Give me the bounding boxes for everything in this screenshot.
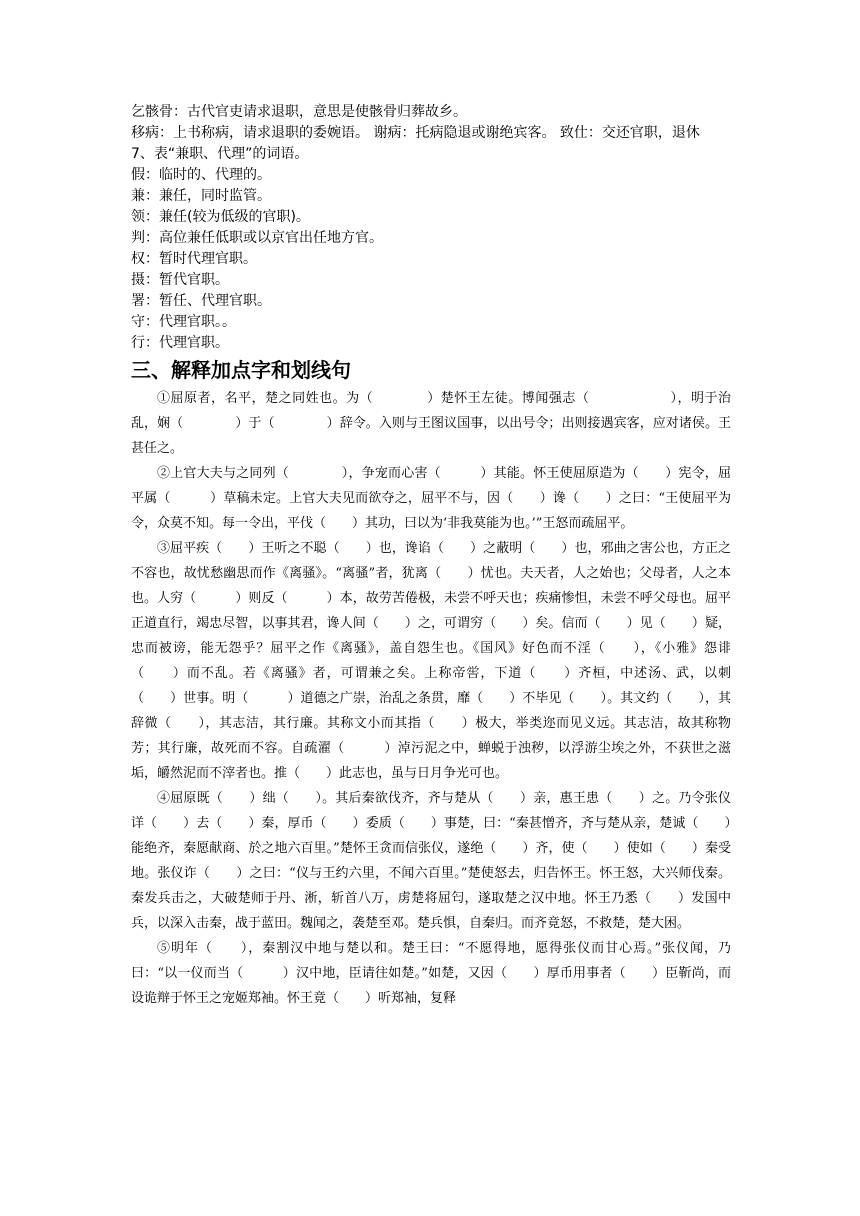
para-text: ③屈平疾（ ）王听之不聪（ ）也，谗谄（ ）之蔽明（ ）也，邪曲之害公也，方正之不容也，故忧愁幽思而作《离骚》。“离骚”者，犹离（ ）忧也。夫天者，人之始也；父母者，人之本也。人穷（ ）则反（ ）本，故劳苦倦极，未尝不呼天也；疾痛惨怛，未尝不呼父母也。屈平正道直行，竭忠尽智，以事其君，谗人间（ ）之，可谓穷（ ）矣。信而（ ）见（ ）疑，忠而被谤，能无怨乎？屈平之作《离骚》，盖自怨生也。《国风》好色而不淫（ ），《小雅》怨诽（ ）而不乱。若《离骚》者，可谓兼之矣。上称帝喾，下道（ ）齐桓，中述汤、武，以刺（ ）世事。明（ ）道德之广崇，治乱之条贯，靡（ ）不毕见（ ）。其文约（ ），其辞微（ ），其志洁，其行廉。其称文小而其指（ ）极大，举类迩而见义远。其志洁，故其称物芳；其行廉，故死而不容。自疏濯（ ）淖污泥之中，蝉蜕于浊秽，以浮游尘埃之外，不获世之滋垢，皭然泥而不滓者也。推（ ）此志也，虽与日月争光可也。 <box>131 541 731 781</box>
paragraph <box>131 536 731 786</box>
text-line: 7、表“兼职、代理”的词语。 <box>131 146 309 162</box>
section-heading: 三、解释加点字和划线句 <box>131 358 351 382</box>
text-line: 移病：上书称病，请求退职的委婉语。 谢病：托病隐退或谢绝宾客。 致仕：交还官职，退休 <box>131 125 700 141</box>
text-line: 权：暂时代理官职。 <box>131 251 257 267</box>
para-text: ②上官大夫与之同列（ ），争宠而心害（ ）其能。怀王使屈原造为（ ）宪令，屈平属（ ）草稿未定。上官大夫见而欲夺之，屈平不与，因（ ）谗（ ）之曰：“王使屈平为令，众莫不知。每一令出，平伐（ ）其功，曰以为‘非我莫能为也。’”王怒而疏屈平。 <box>131 466 731 531</box>
document-page <box>131 102 731 1011</box>
text-line: 领：兼任(较为低级的官职)。 <box>131 209 310 225</box>
text-line: 乞骸骨：古代官吏请求退职，意思是使骸骨归葬故乡。 <box>131 104 467 120</box>
paragraph <box>131 936 731 1011</box>
paragraph <box>131 786 731 936</box>
paragraph <box>131 386 731 461</box>
text-line: 假：临时的、代理的。 <box>131 167 271 183</box>
paragraph <box>131 461 731 536</box>
para-text: ①屈原者，名平，楚之同姓也。为（ ）楚怀王左徒。博闻强志（ ），明于治乱，娴（ ）于（ ）辞令。入则与王图议国事，以出号令；出则接遇宾客，应对诸侯。王甚任之。 <box>131 391 731 456</box>
text-line: 署：暂任、代理官职。 <box>131 293 271 309</box>
para-text: ④屈原既（ ）绌（ ）。其后秦欲伐齐，齐与楚从（ ）亲，惠王患（ ）之。乃令张仪详（ ）去（ ）秦，厚币（ ）委质（ ）事楚，曰：“秦甚憎齐，齐与楚从亲，楚诚（ ）能绝齐，秦愿献商、於之地六百里。”楚怀王贪而信张仪，遂绝（ ）齐，使（ ）使如（ ）秦受地。张仪诈（ ）之曰：“仪与王约六里，不闻六百里。”楚使怒去，归告怀王。怀王怒，大兴师伐秦。秦发兵击之，大破楚师于丹、淅，斩首八万，虏楚将屈匄，遂取楚之汉中地。怀王乃悉（ ）发国中兵，以深入击秦，战于蓝田。魏闻之，袭楚至邓。楚兵惧，自秦归。而齐竟怒，不救楚，楚大困。 <box>131 791 731 931</box>
text-line: 兼：兼任，同时监管。 <box>131 188 271 204</box>
text-line: 行：代理官职。 <box>131 335 229 351</box>
text-line: 摄：暂代官职。 <box>131 272 229 288</box>
text-line: 守：代理官职。。 <box>131 314 236 330</box>
text-line: 判：高位兼任低职或以京官出任地方官。 <box>131 230 383 246</box>
para-text: ⑤明年（ ），秦割汉中地与楚以和。楚王曰：“不愿得地，愿得张仪而甘心焉。”张仪闻，乃曰：“以一仪而当（ ）汉中地，臣请往如楚。”如楚，又因（ ）厚币用事者（ ）臣靳尚，而设诡辩于怀王之宠姬郑袖。怀王竟（ ）听郑袖，复释 <box>131 941 731 1006</box>
